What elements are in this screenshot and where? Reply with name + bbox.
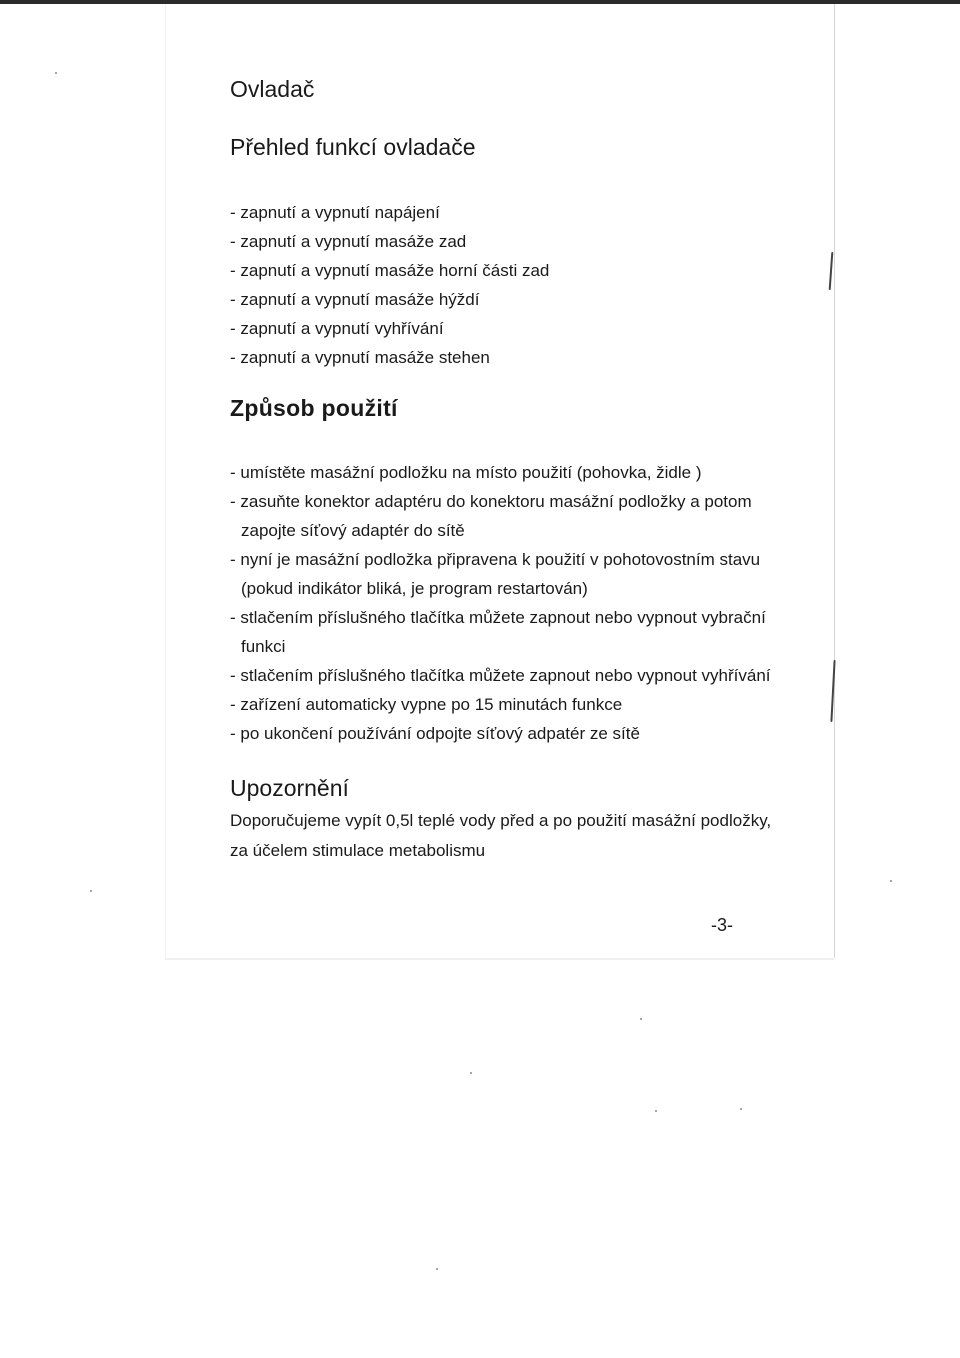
function-item: - zapnutí a vypnutí masáže hýždí	[230, 290, 480, 309]
scan-speck	[470, 1072, 472, 1074]
scan-speck	[640, 1018, 642, 1020]
scan-speck	[890, 880, 892, 882]
function-item: - zapnutí a vypnutí masáže stehen	[230, 348, 490, 367]
function-item: - zapnutí a vypnutí napájení	[230, 203, 440, 222]
scan-speck	[436, 1268, 438, 1270]
function-item: - zapnutí a vypnutí vyhřívání	[230, 319, 444, 338]
scan-speck	[740, 1108, 742, 1110]
heading-function-overview: Přehled funkcí ovladače	[230, 134, 476, 160]
usage-item: - zasuňte konektor adaptéru do konektoru masážní podložky a potom zapojte síťový adaptér do sítě	[230, 492, 752, 540]
warning-text: Doporučujeme vypít 0,5l teplé vody před a po použití masážní podložky, za účelem stimulace metabolismu	[230, 811, 772, 860]
heading-usage: Způsob použití	[230, 395, 398, 421]
scan-speck	[55, 72, 57, 74]
usage-item: - umístěte masážní podložku na místo použití (pohovka, židle )	[230, 463, 702, 482]
function-item: - zapnutí a vypnutí masáže zad	[230, 232, 467, 251]
usage-list	[230, 458, 790, 748]
scan-speck	[655, 1110, 657, 1112]
usage-item: - po ukončení používání odpojte síťový adpatér ze sítě	[230, 724, 640, 743]
usage-item: - nyní je masážní podložka připravena k použití v pohotovostním stavu (pokud indikátor bliká, je program restartován)	[230, 550, 761, 598]
usage-item: - stlačením příslušného tlačítka můžete zapnout nebo vypnout vyhřívání	[230, 666, 771, 685]
function-item: - zapnutí a vypnutí masáže horní části zad	[230, 261, 550, 280]
page-edge-bottom	[165, 958, 834, 960]
usage-item: - stlačením příslušného tlačítka můžete zapnout nebo vypnout vybrační funkci	[230, 608, 766, 656]
heading-warning: Upozornění	[230, 775, 349, 801]
scan-speck	[90, 890, 92, 892]
function-list	[230, 198, 549, 372]
page-number: -3-	[711, 915, 733, 935]
heading-controller: Ovladač	[230, 76, 315, 102]
usage-item: - zařízení automaticky vypne po 15 minutách funkce	[230, 695, 623, 714]
